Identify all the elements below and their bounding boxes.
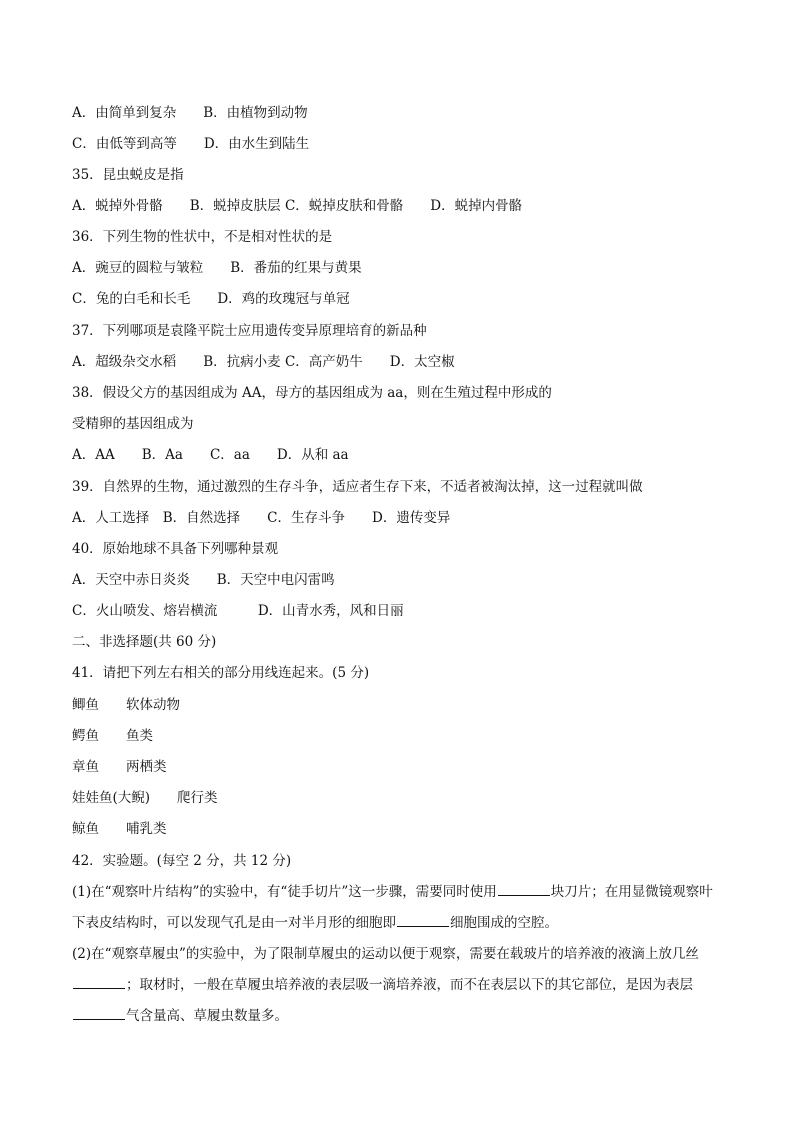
q42-part1-text-a: (1)在“观察叶片结构”的实验中，有“徒手切片”这一步骤，需要同时使用 (72, 884, 497, 900)
q40-stem: 40．原始地球不具备下列哪种景观 (72, 541, 279, 557)
q42-part2 (72, 939, 722, 1032)
answer-blank[interactable] (73, 1005, 125, 1020)
q39-stem: 39．自然界的生物，通过激烈的生存斗争，适应者生存下来，不适者被淘汰掉，这一过程就叫做 (72, 479, 643, 495)
q34-options-cd: C．由低等到高等 D．由水生到陆生 (72, 136, 310, 152)
q36-options-ab: A．豌豆的圆粒与皱粒 B．番茄的红果与黄果 (72, 260, 362, 276)
q41-match-row: 娃娃鱼(大鲵) 爬行类 (72, 790, 218, 806)
q36-options-cd: C．兔的白毛和长毛 D．鸡的玫瑰冠与单冠 (72, 291, 350, 307)
q41-match-row: 鲫鱼 软体动物 (72, 697, 180, 713)
q42-part1 (72, 877, 722, 939)
q38-options: A．AA B．Aa C．aa D．从和 aa (72, 447, 349, 463)
q41-stem: 41．请把下列左右相关的部分用线连起来。(5 分) (72, 665, 370, 681)
answer-blank[interactable] (73, 974, 125, 989)
q38-stem-cont: 受精卵的基因组成为 (72, 416, 194, 432)
q42-stem: 42．实验题。(每空 2 分，共 12 分) (72, 853, 292, 869)
q42-part1-text-c: 细胞围成的空腔。 (450, 915, 558, 931)
q35-stem: 35．昆虫蜕皮是指 (72, 167, 184, 183)
answer-blank[interactable] (498, 881, 550, 896)
q37-stem: 37．下列哪项是袁隆平院士应用遗传变异原理培育的新品种 (72, 323, 427, 339)
q41-match-row: 鳄鱼 鱼类 (72, 728, 153, 744)
q37-options: A．超级杂交水稻 B．抗病小麦 C．高产奶牛 D．太空椒 (72, 354, 455, 370)
q35-options: A．蜕掉外骨骼 B．蜕掉皮肤层 C．蜕掉皮肤和骨骼 D．蜕掉内骨骼 (72, 198, 523, 214)
answer-blank[interactable] (397, 912, 449, 927)
q41-match-row: 鲸鱼 哺乳类 (72, 821, 167, 837)
q39-options: A．人工选择 B．自然选择 C．生存斗争 D．遗传变异 (72, 510, 451, 526)
q42-part2-text-c: 气含量高、草履虫数量多。 (126, 1008, 288, 1024)
q42-part2-text-a: (2)在“观察草履虫”的实验中，为了限制草履虫的运动以便于观察，需要在载玻片的培养液的液滴上放几丝 (72, 946, 699, 962)
q42-part1-text-b: 块刀片；在用显微镜观察叶下表皮结构时，可以发现气孔是由一对半月形的细胞即 (72, 884, 713, 931)
q40-options-ab: A．天空中赤日炎炎 B．天空中电闪雷鸣 (72, 572, 335, 588)
q41-match-row: 章鱼 两栖类 (72, 759, 167, 775)
q38-stem: 38．假设父方的基因组成为 AA，母方的基因组成为 aa，则在生殖过程中形成的 (72, 385, 552, 401)
section-heading: 二、非选择题(共 60 分) (72, 634, 217, 650)
q42-part2-text-b: ；取材时，一般在草履虫培养液的表层吸一滴培养液，而不在表层以下的其它部位，是因为表层 (126, 977, 693, 993)
q40-options-cd: C．火山喷发、熔岩横流 D．山青水秀，风和日丽 (72, 603, 404, 619)
q34-options-ab: A．由简单到复杂 B．由植物到动物 (72, 105, 308, 121)
q36-stem: 36．下列生物的性状中，不是相对性状的是 (72, 229, 333, 245)
